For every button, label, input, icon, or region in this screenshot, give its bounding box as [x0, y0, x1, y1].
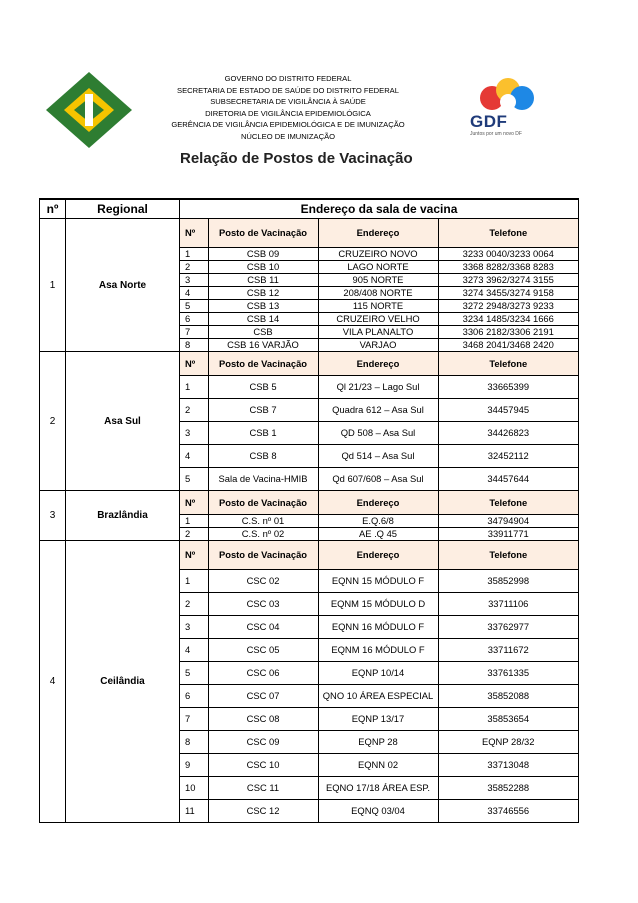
row-index: 6: [180, 684, 208, 707]
post-address: LAGO NORTE: [318, 260, 438, 273]
header-line: GOVERNO DO DISTRITO FEDERAL: [224, 74, 352, 83]
post-phone: 33762977: [438, 615, 578, 638]
post-address: EQNP 10/14: [318, 661, 438, 684]
vaccination-posts-table: [39, 198, 579, 823]
post-name: C.S. nº 01: [208, 514, 318, 527]
post-name: Sala de Vacina-HMIB: [208, 467, 318, 490]
table-row: [180, 615, 578, 638]
column-header-regional: Regional: [66, 199, 180, 219]
row-index: 1: [180, 569, 208, 592]
post-address: Qd 607/608 – Asa Sul: [318, 467, 438, 490]
group-regional-name: Asa Norte: [66, 219, 180, 352]
row-index: 3: [180, 421, 208, 444]
table-row: [180, 325, 578, 338]
post-name: CSC 06: [208, 661, 318, 684]
post-address: VILA PLANALTO: [318, 325, 438, 338]
row-index: 2: [180, 398, 208, 421]
table-row: [180, 338, 578, 351]
post-phone: 33711106: [438, 592, 578, 615]
table-row: [180, 799, 578, 822]
table-row: [180, 684, 578, 707]
post-phone: 35852288: [438, 776, 578, 799]
table-row: [180, 730, 578, 753]
posts-subtable: [180, 541, 578, 822]
group-posts-cell: [180, 352, 579, 491]
table-row: [180, 707, 578, 730]
gdf-logo-subtext: Juntos por um novo DF: [470, 131, 522, 137]
post-name: CSC 07: [208, 684, 318, 707]
post-phone: 32452112: [438, 444, 578, 467]
table-row: [180, 260, 578, 273]
brasilia-coat-of-arms-logo: [44, 70, 134, 150]
group-regional-name: Ceilândia: [66, 541, 180, 823]
table-row: [180, 514, 578, 527]
posts-subtable: [180, 219, 578, 351]
group-regional-name: Asa Sul: [66, 352, 180, 491]
row-index: 6: [180, 312, 208, 325]
subtable-header-id: Nº: [180, 541, 208, 569]
post-phone: 3274 3455/3274 9158: [438, 286, 578, 299]
regional-group-row: [40, 491, 579, 541]
table-row: [180, 444, 578, 467]
table-row: [180, 592, 578, 615]
post-name: CSC 09: [208, 730, 318, 753]
posts-subtable: [180, 491, 578, 540]
posts-subtable: [180, 352, 578, 490]
post-address: EQNN 15 MÓDULO F: [318, 569, 438, 592]
post-address: E.Q.6/8: [318, 514, 438, 527]
table-row: [180, 569, 578, 592]
subtable-header-post: Posto de Vacinação: [208, 219, 318, 247]
post-phone: 34426823: [438, 421, 578, 444]
post-phone: 3368 8282/3368 8283: [438, 260, 578, 273]
table-row: [180, 398, 578, 421]
post-phone: 33713048: [438, 753, 578, 776]
row-index: 5: [180, 299, 208, 312]
subtable-header-phone: Telefone: [438, 219, 578, 247]
post-phone: 3468 2041/3468 2420: [438, 338, 578, 351]
table-row: [180, 273, 578, 286]
subtable-header-phone: Telefone: [438, 541, 578, 569]
row-index: 8: [180, 730, 208, 753]
post-name: CSC 12: [208, 799, 318, 822]
table-row: [180, 299, 578, 312]
header-line: DIRETORIA DE VIGILÂNCIA EPIDEMIOLÓGICA: [205, 108, 371, 118]
post-address: QNO 10 ÁREA ESPECIAL: [318, 684, 438, 707]
post-name: CSB 7: [208, 398, 318, 421]
post-phone: 33665399: [438, 375, 578, 398]
post-phone: 33746556: [438, 799, 578, 822]
subtable-header-phone: Telefone: [438, 352, 578, 375]
post-phone: 34457945: [438, 398, 578, 421]
post-name: CSB 8: [208, 444, 318, 467]
post-address: EQNM 15 MÓDULO D: [318, 592, 438, 615]
post-name: CSB 13: [208, 299, 318, 312]
header-line: SUBSECRETARIA DE VIGILÂNCIA À SAÚDE: [210, 97, 366, 107]
group-regional-name: Brazlândia: [66, 491, 180, 541]
post-phone: EQNP 28/32: [438, 730, 578, 753]
post-phone: 34457644: [438, 467, 578, 490]
table-row: [180, 638, 578, 661]
row-index: 4: [180, 286, 208, 299]
post-phone: 33911771: [438, 527, 578, 540]
row-index: 1: [180, 514, 208, 527]
subtable-header-post: Posto de Vacinação: [208, 352, 318, 375]
post-name: C.S. nº 02: [208, 527, 318, 540]
column-header-num: nº: [40, 199, 66, 219]
row-index: 2: [180, 260, 208, 273]
subtable-header-id: Nº: [180, 219, 208, 247]
post-phone: 33761335: [438, 661, 578, 684]
regional-group-row: [40, 352, 579, 491]
row-index: 9: [180, 753, 208, 776]
post-phone: 3306 2182/3306 2191: [438, 325, 578, 338]
table-row: [180, 467, 578, 490]
header-line: NÚCLEO DE IMUNIZAÇÃO: [240, 131, 336, 141]
post-name: CSB 10: [208, 260, 318, 273]
regional-group-row: [40, 219, 579, 352]
row-index: 3: [180, 615, 208, 638]
post-address: CRUZEIRO NOVO: [318, 247, 438, 260]
subtable-header-id: Nº: [180, 491, 208, 514]
page-title: Relação de Postos de Vacinação: [180, 150, 413, 167]
group-number: 1: [40, 219, 66, 352]
row-index: 5: [180, 661, 208, 684]
subtable-header-row: [180, 491, 578, 514]
post-address: VARJAO: [318, 338, 438, 351]
row-index: 2: [185, 528, 191, 540]
post-name: CSB 5: [208, 375, 318, 398]
subtable-header-address: Endereço: [318, 541, 438, 569]
post-address: EQNP 28: [318, 730, 438, 753]
subtable-header-post: Posto de Vacinação: [208, 541, 318, 569]
post-phone: 3272 2948/3273 9233: [438, 299, 578, 312]
post-name: CSC 08: [208, 707, 318, 730]
regional-group-row: [40, 541, 579, 823]
post-phone: 34794904: [438, 514, 578, 527]
post-name: CSC 10: [208, 753, 318, 776]
post-phone: 35853654: [438, 707, 578, 730]
subtable-header-address: Endereço: [318, 352, 438, 375]
group-number: 2: [40, 352, 66, 491]
table-row: [180, 421, 578, 444]
table-row: [180, 286, 578, 299]
table-row: [180, 776, 578, 799]
row-index: 1: [180, 247, 208, 260]
row-index: 4: [180, 444, 208, 467]
row-index: 5: [185, 473, 191, 485]
table-row: [180, 661, 578, 684]
post-address: EQNN 02: [318, 753, 438, 776]
gdf-logo-text: GDF: [470, 112, 508, 131]
group-posts-cell: [180, 541, 579, 823]
table-row: [180, 312, 578, 325]
header-line: SECRETARIA DE ESTADO DE SAÚDE DO DISTRITO FEDERAL: [177, 85, 399, 95]
post-name: CSC 11: [208, 776, 318, 799]
post-address: QD 508 – Asa Sul: [318, 421, 438, 444]
post-address: 905 NORTE: [318, 273, 438, 286]
post-address: EQNM 16 MÓDULO F: [318, 638, 438, 661]
post-name: CSC 03: [208, 592, 318, 615]
post-phone: 35852088: [438, 684, 578, 707]
subtable-header-post: Posto de Vacinação: [208, 491, 318, 514]
group-number: 3: [40, 491, 66, 541]
table-row: [180, 247, 578, 260]
post-address: EQNN 16 MÓDULO F: [318, 615, 438, 638]
table-row: [180, 527, 578, 540]
post-address: 115 NORTE: [318, 299, 438, 312]
row-index: 4: [180, 638, 208, 661]
subtable-header-row: [180, 541, 578, 569]
row-index: 7: [180, 707, 208, 730]
column-header-address: Endereço da sala de vacina: [180, 199, 579, 219]
table-row: [180, 753, 578, 776]
group-posts-cell: [180, 491, 579, 541]
row-index: 10: [180, 776, 208, 799]
post-name: CSB: [208, 325, 318, 338]
subtable-header-address: Endereço: [318, 219, 438, 247]
row-index: 8: [185, 339, 191, 351]
post-address: CRUZEIRO VELHO: [318, 312, 438, 325]
post-phone: 3273 3962/3274 3155: [438, 273, 578, 286]
post-name: CSB 12: [208, 286, 318, 299]
post-address: 208/408 NORTE: [318, 286, 438, 299]
row-index: 3: [180, 273, 208, 286]
post-name: CSC 04: [208, 615, 318, 638]
post-address: Quadra 612 – Asa Sul: [318, 398, 438, 421]
post-phone: 33711672: [438, 638, 578, 661]
post-name: CSB 11: [208, 273, 318, 286]
post-name: CSB 1: [208, 421, 318, 444]
institution-header: [168, 73, 408, 143]
post-address: EQNQ 03/04: [318, 799, 438, 822]
post-address: Qd 514 – Asa Sul: [318, 444, 438, 467]
subtable-header-id: Nº: [180, 352, 208, 375]
post-name: CSC 05: [208, 638, 318, 661]
group-posts-cell: [180, 219, 579, 352]
post-name: CSB 16 VARJÃO: [208, 338, 318, 351]
subtable-header-phone: Telefone: [438, 491, 578, 514]
post-address: Ql 21/23 – Lago Sul: [318, 375, 438, 398]
post-address: AE .Q 45: [318, 527, 438, 540]
row-index: 1: [180, 375, 208, 398]
post-phone: 3234 1485/3234 1666: [438, 312, 578, 325]
post-address: EQNP 13/17: [318, 707, 438, 730]
table-row: [180, 375, 578, 398]
post-name: CSB 09: [208, 247, 318, 260]
subtable-header-row: [180, 219, 578, 247]
post-name: CSB 14: [208, 312, 318, 325]
group-number: 4: [40, 541, 66, 823]
post-phone: 3233 0040/3233 0064: [438, 247, 578, 260]
post-name: CSC 02: [208, 569, 318, 592]
row-index: 11: [185, 805, 195, 817]
subtable-header-address: Endereço: [318, 491, 438, 514]
post-address: EQNO 17/18 ÁREA ESP.: [318, 776, 438, 799]
header-line: GERÊNCIA DE VIGILÂNCIA EPIDEMIOLÓGICA E DE IMUNIZAÇÃO: [171, 120, 405, 130]
subtable-header-row: [180, 352, 578, 375]
post-phone: 35852998: [438, 569, 578, 592]
row-index: 7: [180, 325, 208, 338]
row-index: 2: [180, 592, 208, 615]
